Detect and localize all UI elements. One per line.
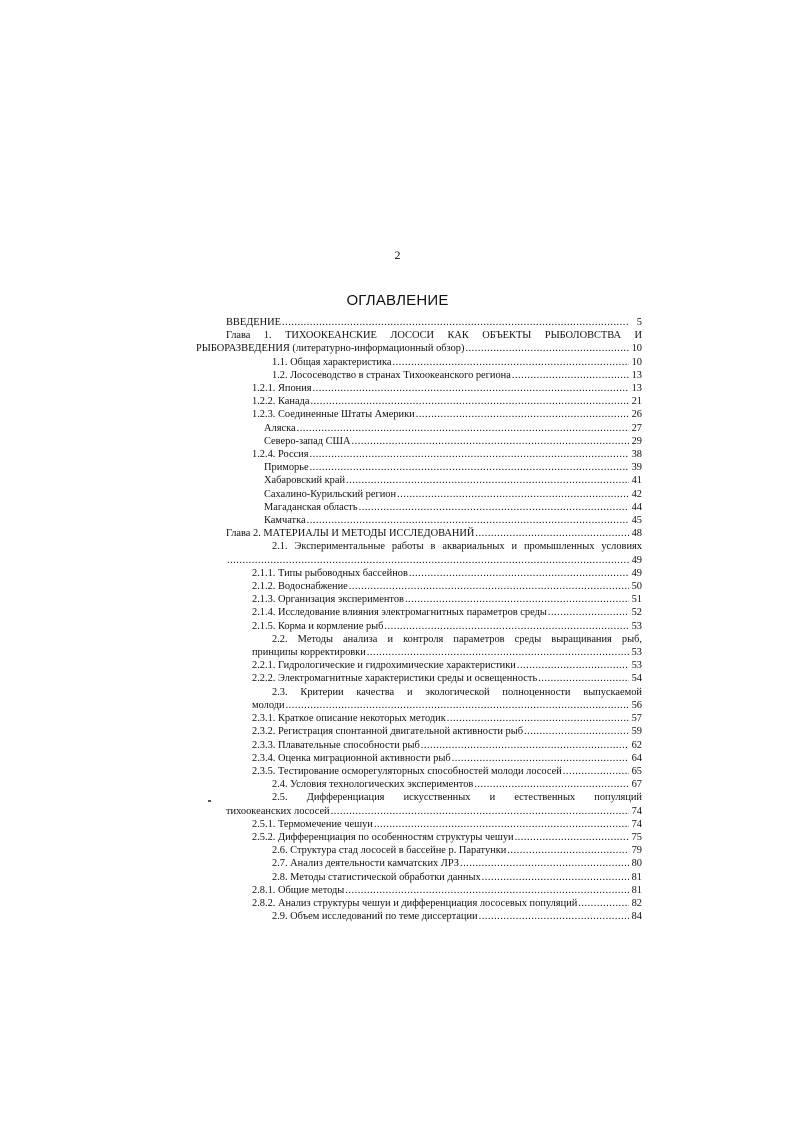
toc-page-number: 80	[631, 858, 642, 870]
toc-entry-line	[226, 540, 642, 553]
toc-dot-leader	[310, 448, 629, 461]
toc-entry	[226, 395, 642, 408]
toc-dot-leader	[307, 514, 629, 527]
toc-entry-title: 2.1.3. Организация экспериментов	[252, 594, 404, 606]
toc-dot-leader	[507, 844, 629, 857]
toc-entry	[226, 422, 642, 435]
toc-dot-leader	[512, 369, 629, 382]
toc-entry-title: 2.5. Дифференциация искусственных и естественных популяций	[272, 792, 642, 804]
toc-entry	[226, 910, 642, 923]
toc-entry-title: 2.5.1. Термомечение чешуи	[252, 818, 373, 830]
toc-dot-leader	[482, 871, 629, 884]
toc-entry	[226, 580, 642, 593]
toc-page-number: 29	[631, 435, 642, 447]
toc-dot-leader	[367, 646, 629, 659]
toc-entry	[226, 356, 642, 369]
toc-entry-title: 2.6. Структура стад лососей в бассейне р. Паратунки	[272, 845, 507, 857]
toc-entry	[226, 527, 642, 540]
toc-entry-title: 1.2.2. Канада	[252, 396, 310, 408]
toc-entry-title: принципы корректировки	[252, 647, 366, 659]
toc-dot-leader	[349, 580, 629, 593]
toc-page-number: 64	[631, 752, 642, 764]
toc-entry-title: 1.2.3. Соединенные Штаты Америки	[252, 409, 415, 421]
toc-entry-title: 2.3.4. Оценка миграционной активности рыб	[252, 752, 451, 764]
toc-entry	[226, 831, 642, 844]
toc-dot-leader	[538, 672, 629, 685]
toc-page-number: 13	[631, 369, 642, 381]
toc-dot-leader	[447, 712, 629, 725]
toc-page-number: 59	[631, 726, 642, 738]
toc-page-number: 51	[631, 594, 642, 606]
toc-page-number: 44	[631, 501, 642, 513]
toc-entry-title: 2.3. Критерии качества и экологической полноценности выпускаемой	[272, 686, 642, 698]
toc-dot-leader	[297, 422, 629, 435]
toc-page-number: 49	[631, 554, 642, 566]
toc-entry	[226, 712, 642, 725]
toc-dot-leader	[359, 501, 629, 514]
toc-entry	[226, 435, 642, 448]
page-number: 2	[394, 248, 401, 262]
toc-dot-leader	[310, 395, 629, 408]
toc-dot-leader	[392, 356, 629, 369]
toc-page-number: 10	[631, 343, 642, 355]
toc-entry	[226, 593, 642, 606]
toc-page-number: 74	[631, 805, 642, 817]
toc-dot-leader	[346, 474, 629, 487]
toc-entry-line	[226, 329, 642, 342]
toc-entry-title: Глава 1. ТИХООКЕАНСКИЕ ЛОСОСИ КАК ОБЪЕКТЫ РЫБОЛОВСТВА И	[226, 330, 642, 342]
toc-entry	[226, 382, 642, 395]
toc-entry	[226, 567, 642, 580]
toc-entry	[226, 554, 642, 567]
toc-entry-title: 2.1.5. Корма и кормление рыб	[252, 620, 384, 632]
toc-entry-title: 2.3.3. Плавательные способности рыб	[252, 739, 420, 751]
toc-dot-leader	[227, 554, 629, 567]
toc-dot-leader	[310, 461, 629, 474]
toc-entry	[226, 871, 642, 884]
toc-dot-leader	[452, 752, 629, 765]
toc-dot-leader	[405, 593, 629, 606]
toc-dot-leader	[352, 435, 629, 448]
toc-entry	[226, 659, 642, 672]
toc-page-number: 10	[631, 356, 642, 368]
toc-dot-leader	[409, 567, 629, 580]
toc-page-number: 27	[631, 422, 642, 434]
toc-entry	[226, 739, 642, 752]
toc-page-number: 49	[631, 567, 642, 579]
toc-page-number: 5	[636, 317, 642, 328]
toc-entry	[226, 805, 642, 818]
toc-entry-title: Сахалино-Курильский регион	[264, 488, 397, 500]
toc-entry-title: 2.3.2. Регистрация спонтанной двигательной активности рыб	[252, 726, 523, 738]
toc-page-number: 54	[631, 673, 642, 685]
toc-page-number: 48	[631, 528, 642, 540]
toc-dot-leader	[517, 659, 629, 672]
toc-entry	[226, 765, 642, 778]
toc-dot-leader	[286, 699, 629, 712]
toc-entry-title: 2.1.1. Типы рыбоводных бассейнов	[252, 567, 408, 579]
toc-entry-title: Глава 2. МАТЕРИАЛЫ И МЕТОДЫ ИССЛЕДОВАНИЙ	[226, 528, 475, 540]
toc-entry	[226, 672, 642, 685]
toc-entry-title: 1.2.4. Россия	[252, 449, 309, 461]
toc-dot-leader	[374, 818, 629, 831]
toc-entry-line	[226, 791, 642, 804]
toc-entry-title: 1.1. Общая характеристика	[272, 356, 392, 368]
toc-heading: ОГЛАВЛЕНИЕ	[346, 292, 449, 309]
toc-dot-leader	[460, 857, 629, 870]
toc-page-number: 79	[631, 845, 642, 857]
toc-entry-title: 2.3.1. Краткое описание некоторых методик	[252, 713, 446, 725]
toc-entry	[226, 725, 642, 738]
toc-page-number: 52	[631, 607, 642, 619]
toc-page-number: 53	[631, 620, 642, 632]
toc-entry	[226, 408, 642, 421]
toc-entry	[226, 818, 642, 831]
toc-dot-leader	[416, 408, 629, 421]
toc-dot-leader	[524, 725, 629, 738]
toc-entry	[226, 752, 642, 765]
toc-entry-title: 2.1.2. Водоснабжение	[252, 581, 348, 593]
toc-page-number: 75	[631, 831, 642, 843]
toc-dot-leader	[313, 382, 629, 395]
toc-entry-title: Магаданская область	[264, 501, 358, 513]
toc-entry-title: 2.8. Методы статистической обработки данных	[272, 871, 481, 883]
toc-dot-leader	[578, 897, 629, 910]
toc-entry	[226, 474, 642, 487]
toc-entry-title: Аляска	[264, 422, 296, 434]
toc-entry-title: ВВЕДЕНИЕ	[226, 317, 281, 328]
toc-entry	[226, 369, 642, 382]
toc-page-number: 39	[631, 462, 642, 474]
toc-page-number: 53	[631, 647, 642, 659]
toc-entry-line	[226, 686, 642, 699]
toc-page-number: 53	[631, 660, 642, 672]
toc-dot-leader	[331, 805, 629, 818]
toc-entry-title: 2.4. Условия технологических экспериментов	[272, 779, 474, 791]
toc-entry-title: 2.2.2. Электромагнитные характеристики среды и освещенность	[252, 673, 538, 685]
toc-dot-leader	[345, 884, 629, 897]
scan-artifact	[208, 800, 211, 802]
toc-page-number: 81	[631, 884, 642, 896]
toc-page-number: 81	[631, 871, 642, 883]
toc-dot-leader	[548, 606, 629, 619]
toc-entry-title: 2.5.2. Дифференциация по особенностям структуры чешуи	[252, 831, 514, 843]
toc-entry	[196, 342, 642, 355]
toc-entry-title: 2.1.4. Исследование влияния электромагнитных параметров среды	[252, 607, 547, 619]
toc-dot-leader	[282, 316, 629, 329]
toc-entry-line	[226, 633, 642, 646]
toc-entry	[226, 884, 642, 897]
toc-entry	[226, 857, 642, 870]
toc-entry-title: 2.2. Методы анализа и контроля параметров среды выращивания рыб,	[272, 633, 642, 645]
toc-entry-title: 1.2.1. Япония	[252, 383, 312, 395]
toc-dot-leader	[465, 342, 629, 355]
toc-entry	[226, 620, 642, 633]
toc-page-number: 21	[631, 396, 642, 408]
toc-page-number: 62	[631, 739, 642, 751]
toc-page-number: 56	[631, 699, 642, 711]
toc-entry	[226, 501, 642, 514]
toc-page-number: 42	[631, 488, 642, 500]
toc-entry-title: Камчатка	[264, 515, 306, 527]
toc-page-number: 82	[631, 897, 642, 909]
toc-entry-title: 1.2. Лососеводство в странах Тихоокеанского региона	[272, 369, 511, 381]
toc-page-number: 67	[631, 779, 642, 791]
toc-entry-title: 2.2.1. Гидрологические и гидрохимические характеристики	[252, 660, 516, 672]
toc-entry-title: Северо-запад США	[264, 435, 351, 447]
toc-entry-title: 2.8.2. Анализ структуры чешуи и дифференциация лососевых популяций	[252, 897, 578, 909]
toc-entry	[226, 316, 642, 329]
toc-page-number: 45	[631, 515, 642, 527]
toc-entry	[226, 448, 642, 461]
toc-page-number: 41	[631, 475, 642, 487]
table-of-contents	[196, 316, 642, 923]
toc-dot-leader	[563, 765, 629, 778]
toc-entry	[226, 778, 642, 791]
toc-entry-title: 2.7. Анализ деятельности камчатских ЛРЗ	[272, 858, 459, 870]
toc-page-number: 84	[631, 911, 642, 923]
toc-entry-title: 2.9. Объем исследований по теме диссертации	[272, 911, 478, 923]
toc-entry	[226, 897, 642, 910]
toc-entry-title: молоди	[252, 699, 285, 711]
toc-page-number: 38	[631, 449, 642, 461]
toc-entry	[226, 514, 642, 527]
toc-page-number: 50	[631, 581, 642, 593]
toc-page-number: 13	[631, 383, 642, 395]
toc-entry	[226, 699, 642, 712]
toc-entry	[226, 488, 642, 501]
toc-entry-title: Приморье	[264, 462, 309, 474]
toc-entry	[226, 606, 642, 619]
toc-dot-leader	[475, 527, 629, 540]
toc-dot-leader	[474, 778, 629, 791]
toc-entry-title: РЫБОРАЗВЕДЕНИЯ (литературно-информационный обзор)	[196, 343, 465, 355]
toc-page-number: 57	[631, 713, 642, 725]
toc-entry-title: Хабаровский край	[264, 475, 346, 487]
toc-entry	[226, 844, 642, 857]
toc-page-number: 74	[631, 818, 642, 830]
toc-entry-title: 2.3.5. Тестирование осморегуляторных способностей молоди лососей	[252, 765, 562, 777]
toc-entry-title: тихоокеанских лососей	[226, 805, 330, 817]
toc-dot-leader	[515, 831, 629, 844]
toc-page-number: 65	[631, 765, 642, 777]
toc-dot-leader	[479, 910, 629, 923]
toc-dot-leader	[384, 620, 629, 633]
toc-entry-title: 2.8.1. Общие методы	[252, 884, 345, 896]
toc-dot-leader	[397, 488, 629, 501]
toc-page-number: 26	[631, 409, 642, 421]
toc-entry	[226, 646, 642, 659]
toc-entry-title: 2.1. Экспериментальные работы в аквариальных и промышленных условиях	[272, 541, 642, 553]
toc-dot-leader	[421, 739, 629, 752]
toc-entry	[226, 461, 642, 474]
